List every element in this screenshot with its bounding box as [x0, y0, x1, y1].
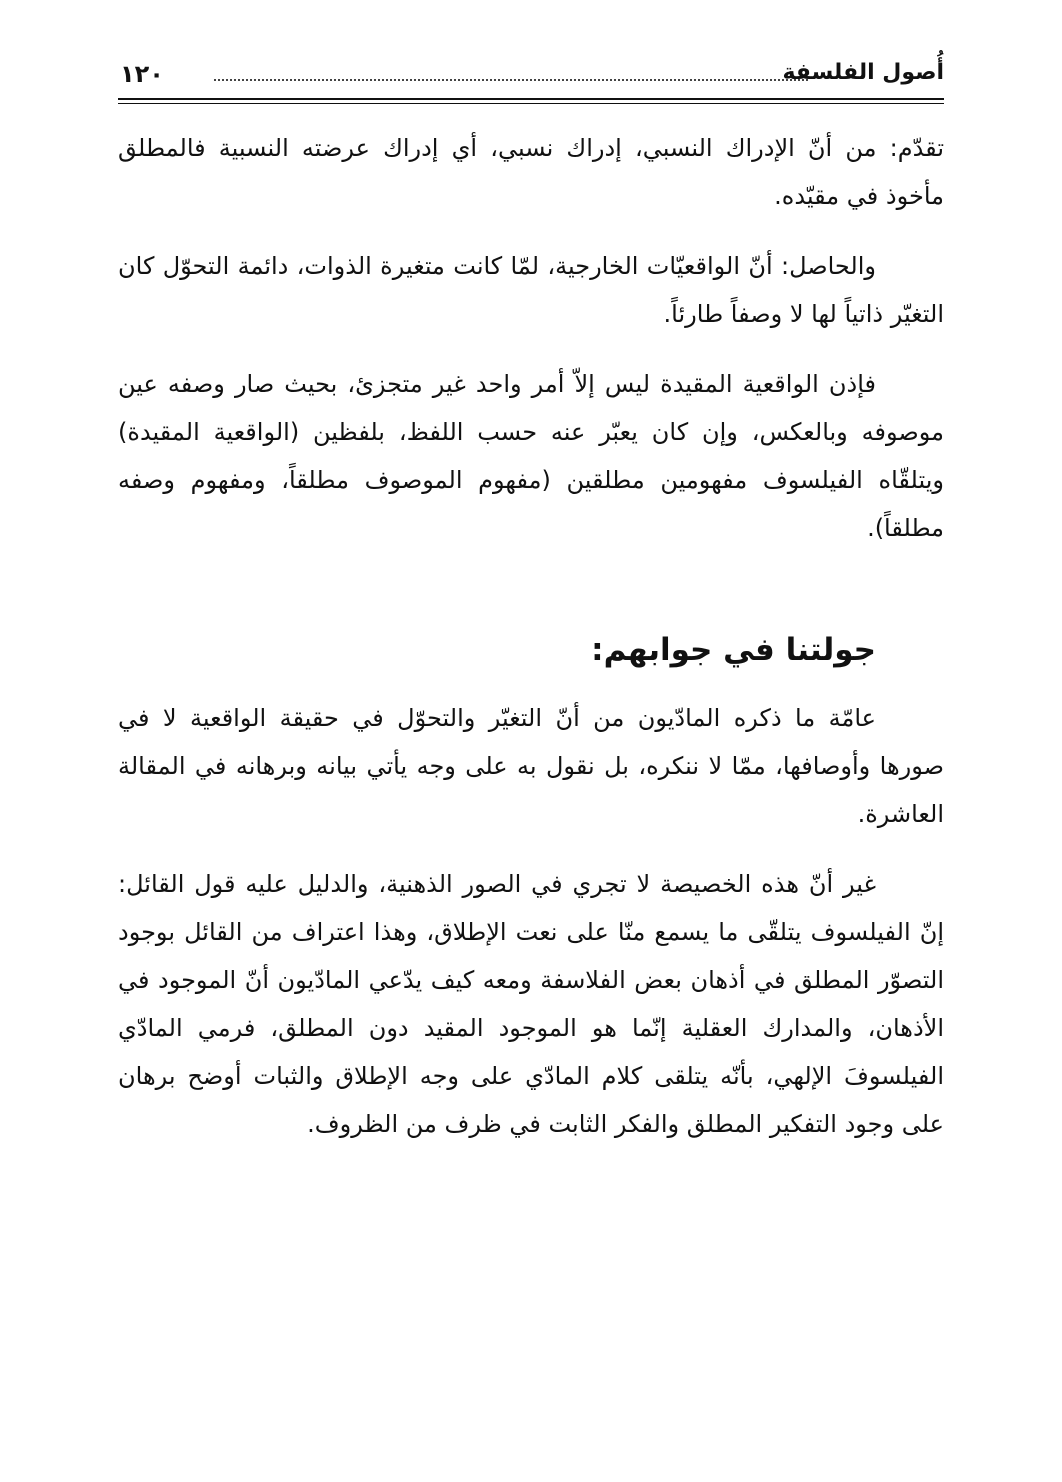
dot-leader: [214, 79, 808, 81]
paragraph: فإذن الواقعية المقيدة ليس إلاّ أمر واحد غير متجزئ، بحيث صار وصفه عين موصوفه وبالعكس، وإن كان يعبّر عنه حسب اللفظ، بلفظين (الواقعية المقيدة) ويتلقّاه الفيلسوف مفهومين مطلقين (مفهوم الموصوف مطلقاً، ومفهوم وصفه مطلقاً).: [118, 370, 944, 542]
paragraph: عامّة ما ذكره المادّيون من أنّ التغيّر والتحوّل في حقيقة الواقعية لا في صورها وأوصافها، ممّا لا ننكره، بل نقول به على وجه يأتي بيانه وبرهانه في المقالة العاشرة.: [118, 704, 944, 828]
header-rule: [118, 98, 944, 100]
section-heading: جولتنا في جوابهم:: [591, 632, 876, 668]
body-text: [118, 124, 944, 1148]
page-header: [118, 58, 944, 92]
paragraph: تقدّم: من أنّ الإدراك النسبي، إدراك نسبي، أي إدراك عرضته النسبية فالمطلق مأخوذ في مقيّده.: [118, 134, 944, 210]
paragraph: غير أنّ هذه الخصيصة لا تجري في الصور الذهنية، والدليل عليه قول القائل: إنّ الفيلسوف يتلقّى ما يسمع منّا على نعت الإطلاق، وهذا اعتراف من القائل بوجود التصوّر المطلق في أذهان بعض الفلاسفة ومعه كيف يدّعي المادّيون أنّ الموجود في الأذهان، والمدارك العقلية إنّما هو الموجود المقيد دون المطلق، فرمي المادّي الفيلسوفَ الإلهي، بأنّه يتلقى كلام المادّي على وجه الإطلاق والثبات أوضح برهان على وجود التفكير المطلق والفكر الثابت في ظرف من الظروف.: [118, 870, 944, 1138]
running-title: أُصول الفلسفة: [782, 60, 944, 85]
page-number: ١٢٠: [120, 60, 164, 88]
header-rule-thin: [118, 103, 944, 104]
paragraph: والحاصل: أنّ الواقعيّات الخارجية، لمّا كانت متغيرة الذوات، دائمة التحوّل كان التغيّر ذاتياً لها لا وصفاً طارئاً.: [118, 252, 944, 328]
